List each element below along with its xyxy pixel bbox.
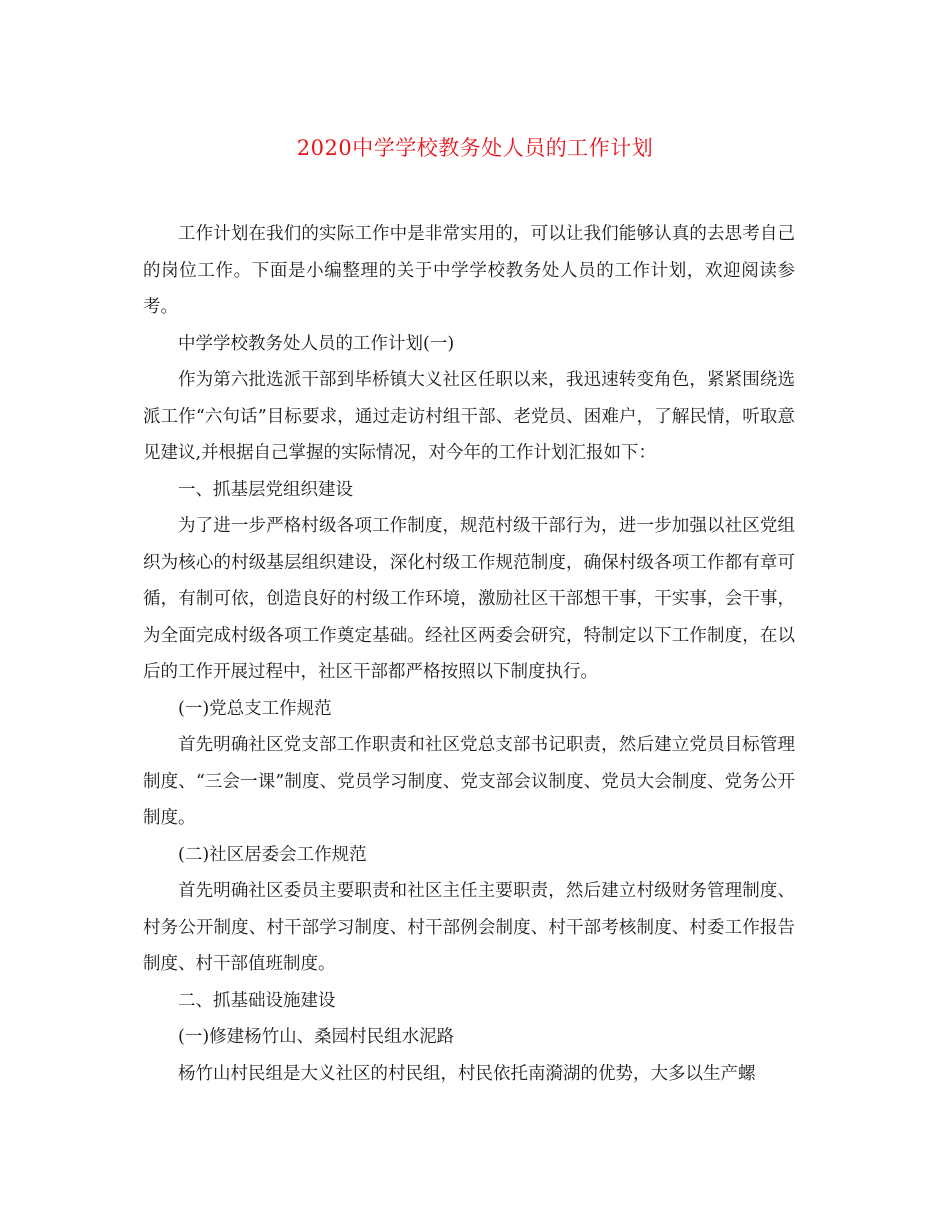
paragraph-intro: 工作计划在我们的实际工作中是非常实用的，可以让我们能够认真的去思考自己的岗位工作。下面是小编整理的关于中学学校教务处人员的工作计划，欢迎阅读参考。 <box>143 224 795 317</box>
section-heading-infrastructure: 二、抓基础设施建设 <box>178 990 336 1011</box>
section-heading-party-building: 一、抓基层党组织建设 <box>178 479 353 500</box>
paragraph-background: 作为第六批选派干部到毕桥镇大义社区任职以来，我迅速转变角色，紧紧围绕选派工作“六句话”目标要求，通过走访村组干部、老党员、困难户，了解民情，听取意见建议,并根据自己掌握的实际情况，对今年的工作计划汇报如下： <box>143 370 795 463</box>
subheading-residents-committee: (二)社区居委会工作规范 <box>178 844 367 865</box>
paragraph-party-branch: 首先明确社区党支部工作职责和社区党总支部书记职责，然后建立党员目标管理制度、“三会一课”制度、党员学习制度、党支部会议制度、党员大会制度、党务公开制度。 <box>143 735 795 828</box>
subheading-road-construction: (一)修建杨竹山、桑园村民组水泥路 <box>178 1027 455 1047</box>
paragraph-residents-committee: 首先明确社区委员主要职责和社区主任主要职责，然后建立村级财务管理制度、村务公开制度、村干部学习制度、村干部例会制度、村干部考核制度、村委工作报告制度、村干部值班制度。 <box>143 881 795 974</box>
document-body <box>143 216 795 1092</box>
paragraph-party-building: 为了进一步严格村级各项工作制度，规范村级干部行为，进一步加强以社区党组织为核心的村级基层组织建设，深化村级工作规范制度，确保村级各项工作都有章可循，有制可依，创造良好的村级工作环境，激励社区干部想干事，干实事，会干事，为全面完成村级各项工作奠定基础。经社区两委会研究，特制定以下工作制度，在以后的工作开展过程中，社区干部都严格按照以下制度执行。 <box>143 516 795 682</box>
paragraph-road-construction: 杨竹山村民组是大义社区的村民组，村民依托南漪湖的优势，大多以生产螺 <box>178 1063 756 1084</box>
paragraph-plan-heading: 中学学校教务处人员的工作计划(一) <box>178 333 455 354</box>
document-title: 2020中学学校教务处人员的工作计划 <box>296 136 654 160</box>
subheading-party-branch: (一)党总支工作规范 <box>178 698 332 719</box>
